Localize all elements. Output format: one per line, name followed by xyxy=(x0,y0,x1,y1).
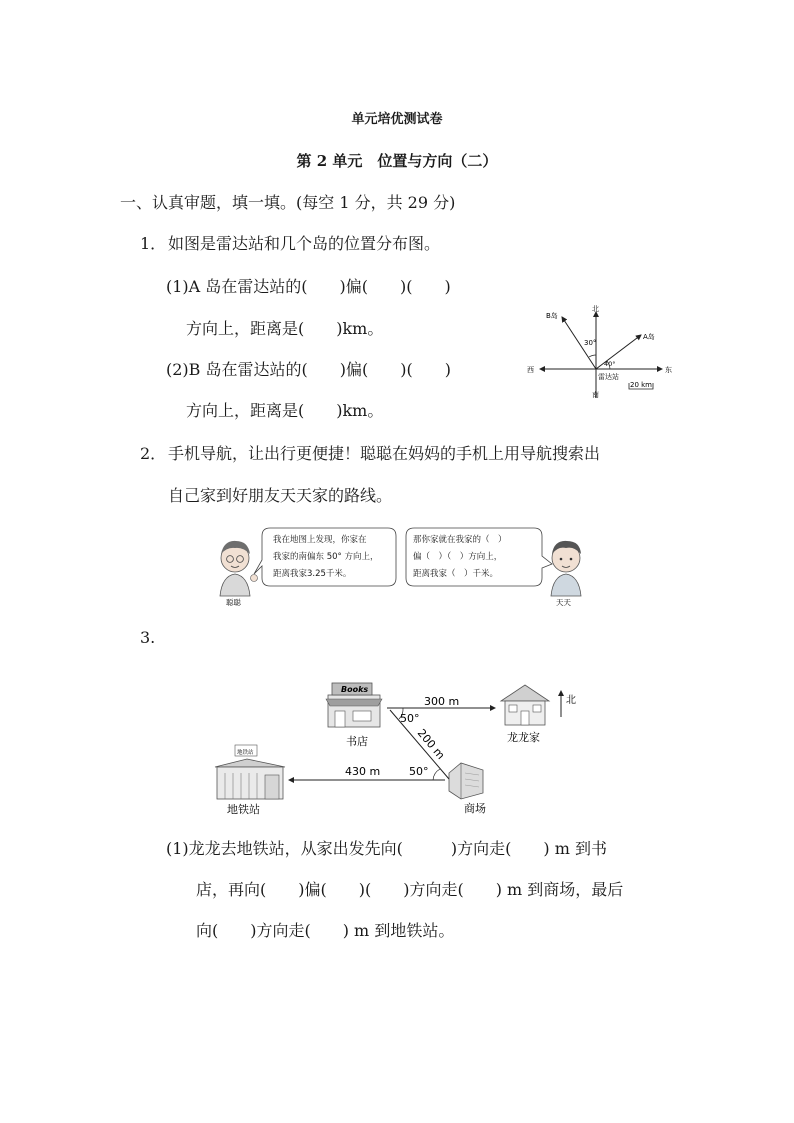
dist-diag-label: 200 m xyxy=(414,726,448,762)
angle-b-arc xyxy=(589,355,596,357)
q1-stem: 如图是雷达站和几个岛的位置分布图。 xyxy=(168,234,441,253)
q2-number: 2． xyxy=(140,444,167,463)
north-arrow-label: 北 xyxy=(566,695,576,706)
mall-label: 商场 xyxy=(464,802,486,815)
right-bubble-line: 距离我家（ ）千米。 xyxy=(413,569,499,579)
q3-part1-line2: 店，再向( )偏( )( )方向走( ) m 到商场，最后 xyxy=(196,880,624,899)
tiantian-name: 天天 xyxy=(556,598,571,607)
dist-top-label: 300 m xyxy=(424,695,460,708)
dialogue-illustration xyxy=(210,522,590,612)
station-label: 雷达站 xyxy=(598,373,619,381)
q3-number: 3. xyxy=(140,628,156,647)
scale-label: 20 km xyxy=(630,381,653,389)
subway-sign: 地铁站 xyxy=(237,750,254,756)
left-bubble-line: 我家的南偏东 50° 方向上， xyxy=(273,552,379,562)
radar-diagram xyxy=(522,300,692,405)
longlong-home-label: 龙龙家 xyxy=(507,731,540,744)
mall-building xyxy=(449,763,483,799)
q1-part1-line1: (1)A 岛在雷达站的( )偏( )( ) xyxy=(166,277,451,296)
right-bubble-text xyxy=(413,532,507,583)
angle-bottom-arc xyxy=(433,769,440,780)
south-label: 南 xyxy=(592,391,599,399)
q1-part2-line2: 方向上，距离是( )km。 xyxy=(186,401,384,420)
angle-b-label: 30° xyxy=(584,339,597,347)
east-label: 东 xyxy=(665,366,672,374)
q1-part1-line2: 方向上，距离是( )km。 xyxy=(186,319,384,338)
bookstore-label: 书店 xyxy=(346,735,368,748)
left-bubble-line: 我在地图上发现，你家在 xyxy=(273,535,367,545)
b-island-label: B岛 xyxy=(546,312,558,320)
q3-part1-line3: 向( )方向走( ) m 到地铁站。 xyxy=(196,921,455,940)
angle-top-label: 50° xyxy=(400,712,420,725)
north-label: 北 xyxy=(592,305,599,313)
q2-line2: 自己家到好朋友天天家的路线。 xyxy=(168,486,393,505)
right-bubble-line: 偏（ ）（ ）方向上， xyxy=(413,552,503,562)
angle-bottom-label: 50° xyxy=(409,765,429,778)
angle-a-label: 40° xyxy=(604,360,616,368)
longlong-home-building xyxy=(501,685,549,725)
congcong-avatar xyxy=(220,541,258,596)
dist-bottom-label: 430 m xyxy=(345,765,381,778)
q1-part2-line1: (2)B 岛在雷达站的( )偏( )( ) xyxy=(166,360,451,379)
q1-number: 1． xyxy=(140,234,167,253)
q3-part1-line1: (1)龙龙去地铁站，从家出发先向( )方向走( ) m 到书 xyxy=(166,839,607,858)
section-heading: 一、认真审题，填一填。(每空 1 分，共 29 分) xyxy=(120,193,456,212)
a-island-ray xyxy=(596,335,641,369)
tiantian-avatar xyxy=(551,541,581,596)
q2-line1: 手机导航，让出行更便捷！聪聪在妈妈的手机上用导航搜索出 xyxy=(168,444,601,463)
paper-header: 单元培优测试卷 xyxy=(351,112,443,127)
books-sign: Books xyxy=(341,685,369,694)
subway-label: 地铁站 xyxy=(227,803,260,816)
right-bubble-line: 那你家就在我家的（ ） xyxy=(413,535,507,545)
route-map xyxy=(205,675,595,820)
unit-title: 第 2 单元 位置与方向（二） xyxy=(296,152,498,170)
west-label: 西 xyxy=(527,366,534,374)
left-bubble-text xyxy=(273,532,378,583)
a-island-label: A岛 xyxy=(643,333,655,341)
left-bubble-line: 距离我家3.25千米。 xyxy=(273,569,352,579)
congcong-name: 聪聪 xyxy=(226,598,241,607)
